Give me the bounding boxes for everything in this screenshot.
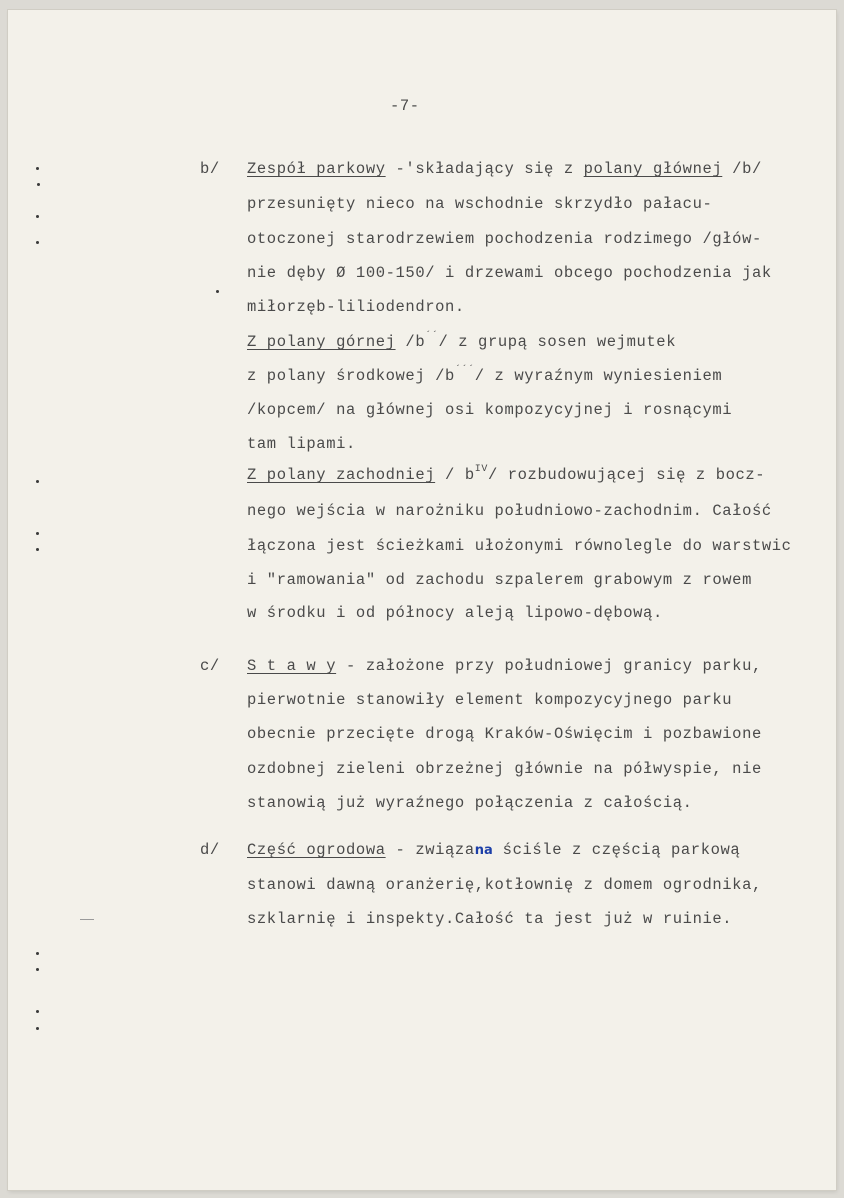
text: z polany środkowej /b	[247, 367, 455, 385]
superscript: IV	[474, 464, 488, 475]
document-page	[8, 10, 836, 1190]
section-b-line	[247, 466, 765, 484]
section-c-line: ozdobnej zieleni obrzeżnej głównie na półwyspie, nie	[247, 760, 762, 778]
handwritten-correction: na	[474, 843, 493, 858]
superscript: ´´´	[454, 365, 475, 376]
section-title: Część ogrodowa	[247, 841, 386, 859]
margin-mark	[36, 241, 39, 244]
text: -'składający się z	[385, 160, 584, 178]
section-title: Zespół parkowy	[247, 160, 386, 178]
page-number: -7-	[390, 97, 420, 115]
section-b-line: tam lipami.	[247, 435, 356, 453]
text: Z polany górnej	[247, 333, 396, 351]
margin-mark	[216, 290, 219, 293]
text: - założone przy południowej granicy parku,	[336, 657, 762, 675]
section-b-line: otoczonej starodrzewiem pochodzenia rodzimego /głów-	[247, 230, 762, 248]
superscript: ´´	[425, 331, 439, 342]
text: / z grupą sosen wejmutek	[438, 333, 677, 351]
section-label-b: b/	[200, 160, 220, 178]
section-b-line: nego wejścia w narożniku południowo-zachodnim. Całość	[247, 502, 772, 520]
section-b-line: przesunięty nieco na wschodnie skrzydło pałacu-	[247, 195, 713, 213]
text: ściśle z częścią parkową	[492, 841, 741, 859]
section-b-line: i "ramowania" od zachodu szpalerem grabowym z rowem	[247, 571, 752, 589]
margin-mark	[36, 952, 39, 955]
text: / b	[435, 466, 475, 484]
text: / z wyraźnym wyniesieniem	[474, 367, 723, 385]
section-b-line: /kopcem/ na głównej osi kompozycyjnej i rosnącymi	[247, 401, 733, 419]
section-d-line	[247, 841, 740, 859]
text: - związa	[385, 841, 475, 859]
section-label-d: d/	[200, 841, 220, 859]
margin-mark	[36, 215, 39, 218]
text: polany głównej	[583, 160, 723, 178]
text: /b	[395, 333, 426, 351]
section-b-line: miłorzęb-liliodendron.	[247, 298, 465, 316]
margin-mark	[36, 532, 39, 535]
section-c-line: pierwotnie stanowiły element kompozycyjnego parku	[247, 691, 733, 709]
section-label-c: c/	[200, 657, 220, 675]
margin-mark	[36, 167, 39, 170]
section-d-line: stanowi dawną oranżerię,kotłownię z domem ogrodnika,	[247, 876, 762, 894]
section-b-line	[247, 160, 762, 178]
section-d-line: szklarnię i inspekty.Całość ta jest już w ruinie.	[247, 910, 733, 928]
section-b-line	[247, 367, 722, 385]
margin-mark	[80, 919, 94, 920]
section-c-line: obecnie przecięte drogą Kraków-Oświęcim i pozbawione	[247, 725, 762, 743]
section-b-line: w środku i od północy aleją lipowo-dębową.	[247, 604, 663, 622]
margin-mark	[36, 1027, 39, 1030]
text: / rozbudowującej się z bocz-	[487, 466, 766, 484]
text: /b/	[722, 160, 762, 178]
section-b-line	[247, 333, 676, 351]
margin-mark	[37, 183, 40, 186]
margin-mark	[36, 968, 39, 971]
margin-mark	[36, 1010, 39, 1013]
section-c-line: stanowią już wyraźnego połączenia z całością.	[247, 794, 693, 812]
section-b-line: nie dęby Ø 100-150/ i drzewami obcego pochodzenia jak	[247, 264, 772, 282]
margin-mark	[36, 548, 39, 551]
section-b-line: łączona jest ścieżkami ułożonymi równolegle do warstwic	[247, 537, 792, 555]
text: Z polany zachodniej	[247, 466, 436, 484]
section-title: S t a w y	[247, 657, 337, 675]
section-c-line	[247, 657, 762, 675]
margin-mark	[36, 480, 39, 483]
